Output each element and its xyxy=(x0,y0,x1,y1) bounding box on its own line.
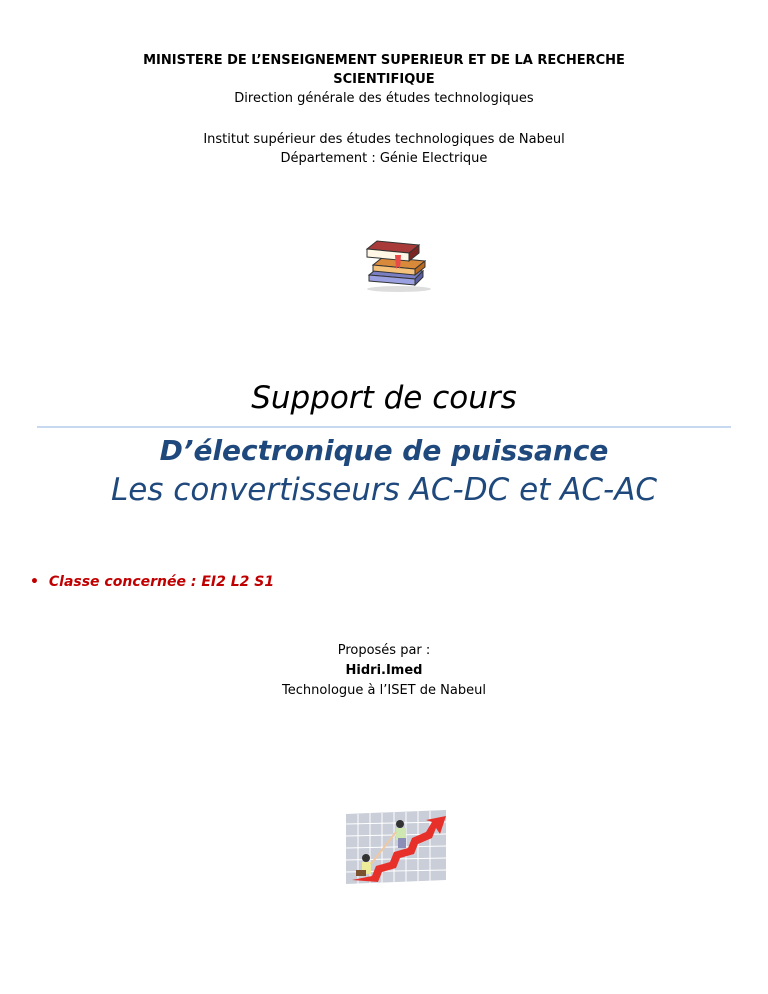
proposed-by-label: Proposés par : xyxy=(337,643,431,658)
ministry-line-1: MINISTERE DE L’ENSEIGNEMENT SUPERIEUR ET DE LA RECHERCHE xyxy=(143,53,625,68)
class-info xyxy=(30,574,274,590)
author-role: Technologue à l’ISET de Nabeul xyxy=(282,683,486,698)
department-line: Département : Génie Electrique xyxy=(280,151,488,166)
class-info-text: Classe concernée : EI2 L2 S1 xyxy=(48,574,275,590)
business-growth-stairs-icon xyxy=(342,808,450,886)
author-name: Hidri.Imed xyxy=(345,663,423,678)
subject-title: D’électronique de puissance xyxy=(159,434,609,467)
topic-title: Les convertisseurs AC-DC et AC-AC xyxy=(110,472,658,508)
books-stack-icon xyxy=(355,235,435,293)
direction-line: Direction générale des études technologiques xyxy=(234,91,534,106)
title-divider xyxy=(37,426,731,428)
bullet-icon: • xyxy=(30,574,39,590)
ministry-line-2: SCIENTIFIQUE xyxy=(333,72,435,87)
page-title: Support de cours xyxy=(251,380,517,416)
institute-line: Institut supérieur des études technologiques de Nabeul xyxy=(203,132,565,147)
